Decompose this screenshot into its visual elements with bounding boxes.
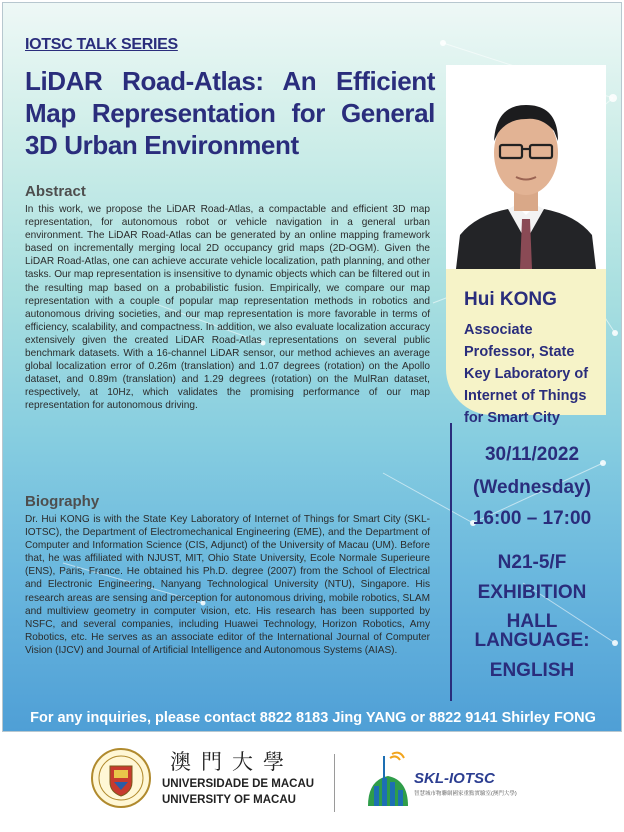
language-value: ENGLISH — [489, 660, 575, 681]
skl-chinese-name: 智慧城市物聯網國家重點實驗室(澳門大學) — [414, 791, 517, 797]
um-portuguese-name: UNIVERSIDADE DE MACAU — [162, 778, 315, 790]
abstract-text: In this work, we propose the LiDAR Road-Atlas, a compactable and efficient 3D map representation, for autonomous robot or vehicle navigation in a general urban environment. The LiDAR Road-Atlas can be generated by an online mapping framework based on incrementally merging local 2D occupancy grid maps (2D-OGM). Given the LiDAR Road-Atlas, one can achieve accurate vehicle localization, path planning, and other tasks. Our map representation is insensitive to dynamic objects which can be filtered out in the resulting map based on a probabilistic fusion. Empirically, we compare our map representation with a couple of popular map representation methods in robotics and autonomous driving societies, and our map representation is more favorable in terms of efficiency, scalability, and compactness. In addition, we also evaluate localization accuracy extensively given the created LiDAR Road-Atlas representations on several public benchmark datasets. With a 16-channel LiDAR sensor, our method achieves an average global localization error of 0.26m (translation) and 1.07 degrees (rotation) on the Apollo dataset, and 0.89m (translation) and 1.29 degrees (rotation) on the MulRan dataset, respectively, at 10Hz, which validates the promising performance of our map representation for autonomous driving. — [25, 204, 430, 412]
event-hall: EXHIBITION HALL — [477, 582, 587, 632]
event-date: 30/11/2022 — [484, 444, 580, 465]
abstract-heading: Abstract — [25, 183, 86, 200]
speaker-portrait-image — [446, 65, 606, 269]
series-label: IOTSC TALK SERIES — [25, 36, 178, 53]
skl-iotsc-logo-icon — [364, 750, 412, 812]
event-room: N21-5/F — [497, 552, 567, 573]
event-weekday: (Wednesday) — [473, 477, 591, 498]
um-chinese-name: 澳門大學 — [170, 750, 294, 774]
biography-text: Dr. Hui KONG is with the State Key Laboratory of Internet of Things for Smart City (SKL-IOTSC), the Department of Electromechanical Engineering (EME), and the Department of Computer and Information Science (CIS, Adjunct) of the University of Macau (UM). Before that, he was affiliated with NJUST, MIT, Ohio State University, Ecole Normale Superieure (ENS), Paris, France. He obtained his Ph.D. degree (2007) from the School of Electrical and Electronic Engineering, Nanyang Technological University (NTU), Singapore. His research areas are sensing and perception for autonomous driving, mobile robotics, SLAM and multiview geometry in computer vision, etc. His research has been supported by NSFC, and several companies, including Huawei Technology, Horizon Robotics, Amy Robotics, etc. He serves as an associate editor of the International Journal of Computer Vision (IJCV) and Journal of Artificial Intelligence and Autonomous Systems (AIAS). — [25, 514, 430, 656]
speaker-photo — [446, 65, 606, 269]
logo-bar — [2, 736, 622, 830]
talk-title: LiDAR Road-Atlas: An Efficient Map Representation for General 3D Urban Environment — [25, 66, 435, 160]
poster — [2, 2, 622, 732]
speaker-role: Associate Professor, State Key Laboratory of Internet of Things for Smart City — [464, 322, 589, 426]
um-crest-icon — [90, 746, 152, 810]
logo-separator — [334, 754, 335, 812]
biography-heading: Biography — [25, 493, 100, 510]
skl-iotsc-name: SKL-IOTSC — [414, 770, 495, 787]
contact-line: For any inquiries, please contact 8822 8183 Jing YANG or 8822 9141 Shirley FONG — [30, 710, 596, 726]
column-divider — [450, 423, 452, 701]
speaker-name: Hui KONG — [464, 289, 557, 310]
event-time: 16:00 – 17:00 — [472, 508, 592, 529]
um-english-name: UNIVERSITY OF MACAU — [162, 794, 296, 806]
language-label: LANGUAGE: — [474, 630, 590, 651]
